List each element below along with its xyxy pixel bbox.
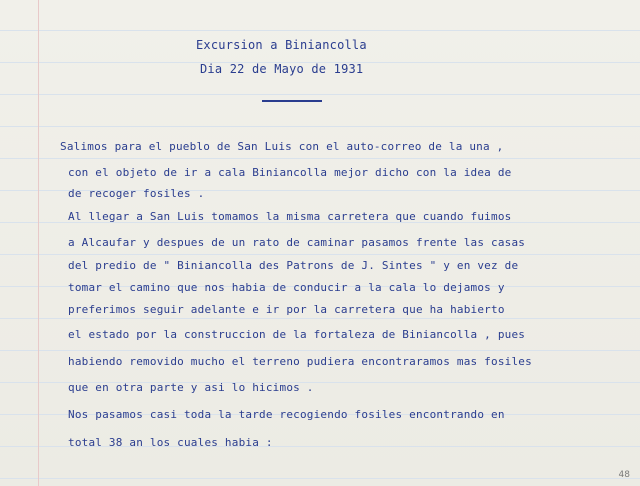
text-line: total 38 an los cuales habia : xyxy=(68,436,273,449)
title-underline xyxy=(262,100,322,102)
ruled-line xyxy=(0,94,640,95)
text-line: de recoger fosiles . xyxy=(68,187,205,200)
text-line: a Alcaufar y despues de un rato de caminar pasamos frente las casas xyxy=(68,236,526,249)
text-line: tomar el camino que nos habia de conducir a la cala lo dejamos y xyxy=(68,281,505,294)
ruled-line xyxy=(0,158,640,159)
page-number: 48 xyxy=(618,470,630,480)
ruled-line xyxy=(0,30,640,31)
text-line: Salimos para el pueblo de San Luis con el auto-correo de la una , xyxy=(60,140,504,153)
text-line: el estado por la construccion de la fortaleza de Biniancolla , pues xyxy=(68,328,526,341)
text-line: que en otra parte y asi lo hicimos . xyxy=(68,381,314,394)
text-line: Al llegar a San Luis tomamos la misma carretera que cuando fuimos xyxy=(68,210,512,223)
document-title: Excursion a Biniancolla xyxy=(196,38,367,52)
document-date: Dia 22 de Mayo de 1931 xyxy=(200,62,364,76)
text-line: del predio de " Biniancolla des Patrons de J. Sintes " y en vez de xyxy=(68,259,519,272)
ruled-line xyxy=(0,478,640,479)
text-line: Nos pasamos casi toda la tarde recogiendo fosiles encontrando en xyxy=(68,408,505,421)
ruled-line xyxy=(0,254,640,255)
ruled-line xyxy=(0,126,640,127)
text-line: habiendo removido mucho el terreno pudiera encontraramos mas fosiles xyxy=(68,355,532,368)
margin-line xyxy=(38,0,39,486)
ruled-line xyxy=(0,350,640,351)
ruled-line xyxy=(0,318,640,319)
text-line: con el objeto de ir a cala Biniancolla mejor dicho con la idea de xyxy=(68,166,512,179)
text-line: preferimos seguir adelante e ir por la carretera que ha habierto xyxy=(68,303,505,316)
